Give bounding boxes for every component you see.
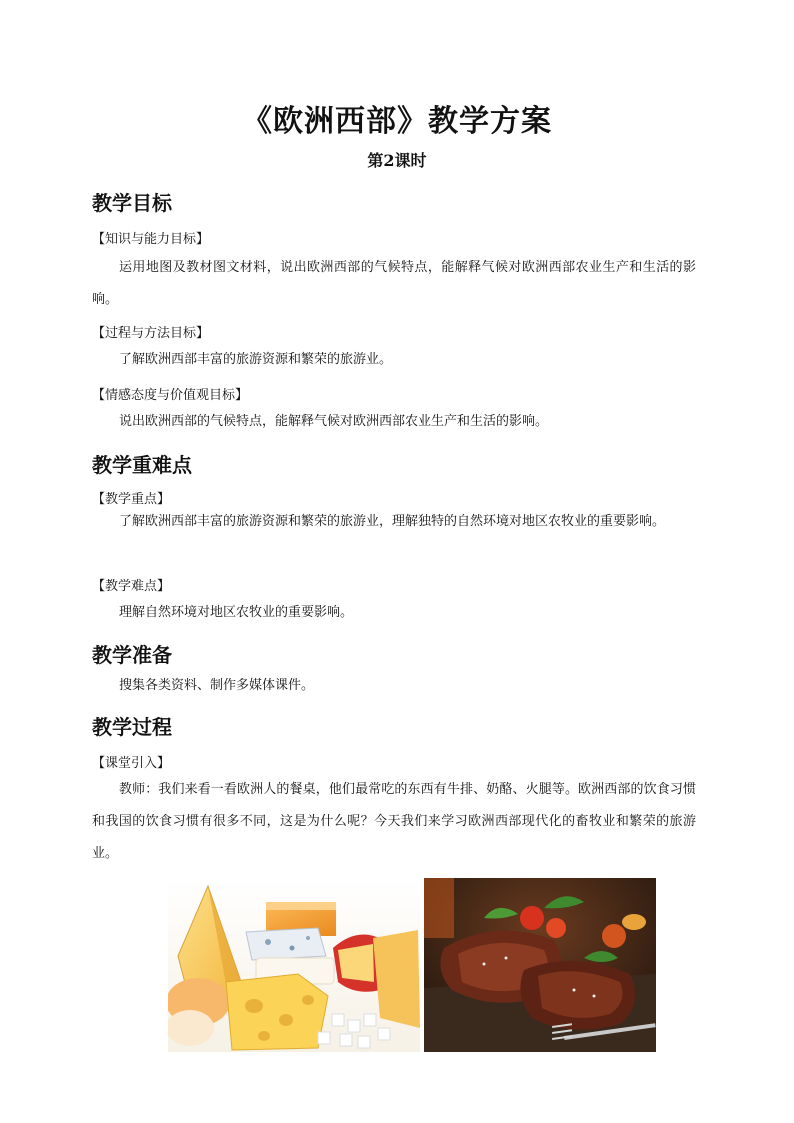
heading-teaching-goals: 教学目标 (92, 191, 172, 215)
text-emotion: 说出欧洲西部的气候特点，能解释气候对欧洲西部农业生产和生活的影响。 (119, 414, 549, 429)
text-focus: 了解欧洲西部丰富的旅游资源和繁荣的旅游业，理解独特的自然环境对地区农牧业的重要影响。 (119, 514, 666, 529)
heading-key-difficult: 教学重难点 (92, 453, 192, 477)
label-intro: 【课堂引入】 (92, 756, 171, 771)
steak-photo (424, 878, 656, 1052)
text-preparation: 搜集各类资料、制作多媒体课件。 (119, 678, 315, 693)
label-difficulty: 【教学难点】 (92, 579, 171, 594)
label-focus: 【教学重点】 (92, 492, 171, 507)
heading-preparation: 教学准备 (92, 643, 172, 667)
heading-process: 教学过程 (92, 715, 172, 739)
text-process: 了解欧洲西部丰富的旅游资源和繁荣的旅游业。 (119, 352, 393, 367)
cheese-photo (168, 878, 420, 1052)
document-title: 《欧洲西部》教学方案 (242, 104, 552, 139)
text-knowledge: 运用地图及教材图文材料，说出欧洲西部的气候特点，能解释气候对欧洲西部农业生产和生活的影响。 (92, 260, 696, 307)
document-subtitle: 第2课时 (367, 151, 427, 170)
label-knowledge: 【知识与能力目标】 (92, 232, 210, 247)
text-difficulty: 理解自然环境对地区农牧业的重要影响。 (119, 605, 354, 620)
label-process: 【过程与方法目标】 (92, 326, 210, 341)
illustration-row (168, 878, 656, 1052)
text-intro: 教师：我们来看一看欧洲人的餐桌，他们最常吃的东西有牛排、奶酪、火腿等。欧洲西部的饮食习惯和我国的饮食习惯有很多不同，这是为什么呢？今天我们来学习欧洲西部现代化的畜牧业和繁荣的旅游业。 (92, 782, 696, 861)
label-emotion: 【情感态度与价值观目标】 (92, 388, 249, 403)
